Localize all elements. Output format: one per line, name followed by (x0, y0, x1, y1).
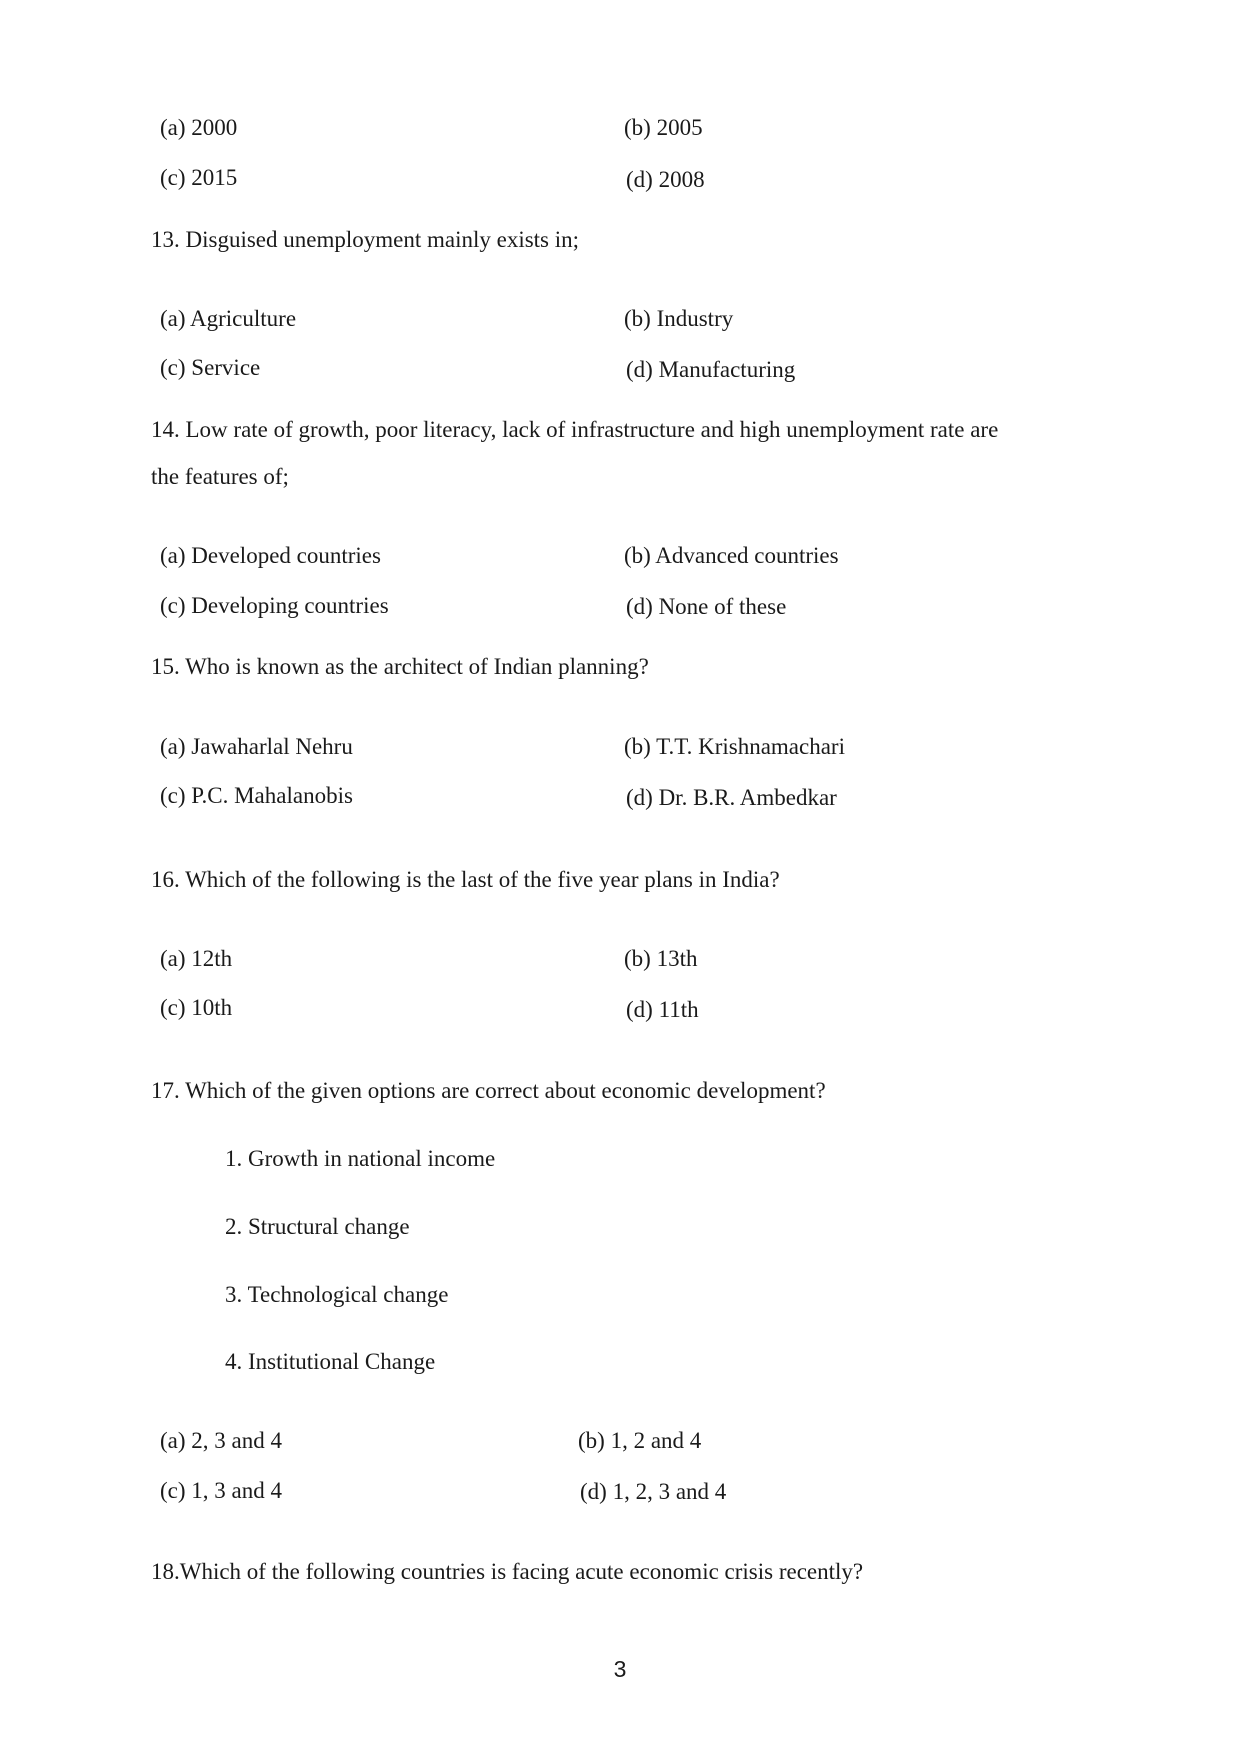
q16-question: 16. Which of the following is the last of the five year plans in India? (151, 867, 780, 892)
q12-option-c: (c) 2015 (160, 165, 238, 190)
q13-option-c: (c) Service (160, 355, 261, 380)
q12-option-d: (d) 2008 (626, 167, 705, 192)
q17-question: 17. Which of the given options are correct about economic development? (151, 1078, 826, 1103)
q15-option-a: (a) Jawaharlal Nehru (160, 734, 353, 759)
q14-option-a: (a) Developed countries (160, 543, 381, 568)
q14-question-line2: the features of; (151, 464, 289, 489)
q17-statement-4: 4. Institutional Change (225, 1349, 436, 1374)
q18-question: 18.Which of the following countries is facing acute economic crisis recently? (151, 1559, 864, 1584)
q17-statement-3: 3. Technological change (225, 1282, 449, 1307)
q17-option-c: (c) 1, 3 and 4 (160, 1478, 282, 1503)
q16-option-a: (a) 12th (160, 946, 233, 971)
q17-option-d: (d) 1, 2, 3 and 4 (580, 1479, 727, 1504)
q13-question: 13. Disguised unemployment mainly exists in; (151, 227, 580, 252)
q17-option-a: (a) 2, 3 and 4 (160, 1428, 282, 1453)
q15-option-b: (b) T.T. Krishnamachari (624, 734, 845, 759)
q17-statement-1: 1. Growth in national income (225, 1146, 496, 1171)
q13-option-b: (b) Industry (624, 306, 734, 331)
q15-option-c: (c) P.C. Mahalanobis (160, 783, 353, 808)
q14-option-b: (b) Advanced countries (624, 543, 839, 568)
page-number: 3 (613, 1656, 627, 1682)
q14-question-line1: 14. Low rate of growth, poor literacy, lack of infrastructure and high unemployment rate are (151, 417, 999, 442)
q17-statement-2: 2. Structural change (225, 1214, 410, 1239)
q16-option-b: (b) 13th (624, 946, 698, 971)
q12-option-a: (a) 2000 (160, 115, 238, 140)
q14-option-c: (c) Developing countries (160, 593, 389, 618)
q16-option-c: (c) 10th (160, 995, 233, 1020)
q13-option-d: (d) Manufacturing (626, 357, 796, 382)
q14-option-d: (d) None of these (626, 594, 787, 619)
q15-question: 15. Who is known as the architect of Indian planning? (151, 654, 649, 679)
q16-option-d: (d) 11th (626, 997, 699, 1022)
q17-option-b: (b) 1, 2 and 4 (578, 1428, 702, 1453)
q12-option-b: (b) 2005 (624, 115, 703, 140)
q13-option-a: (a) Agriculture (160, 306, 297, 331)
q15-option-d: (d) Dr. B.R. Ambedkar (626, 785, 837, 810)
